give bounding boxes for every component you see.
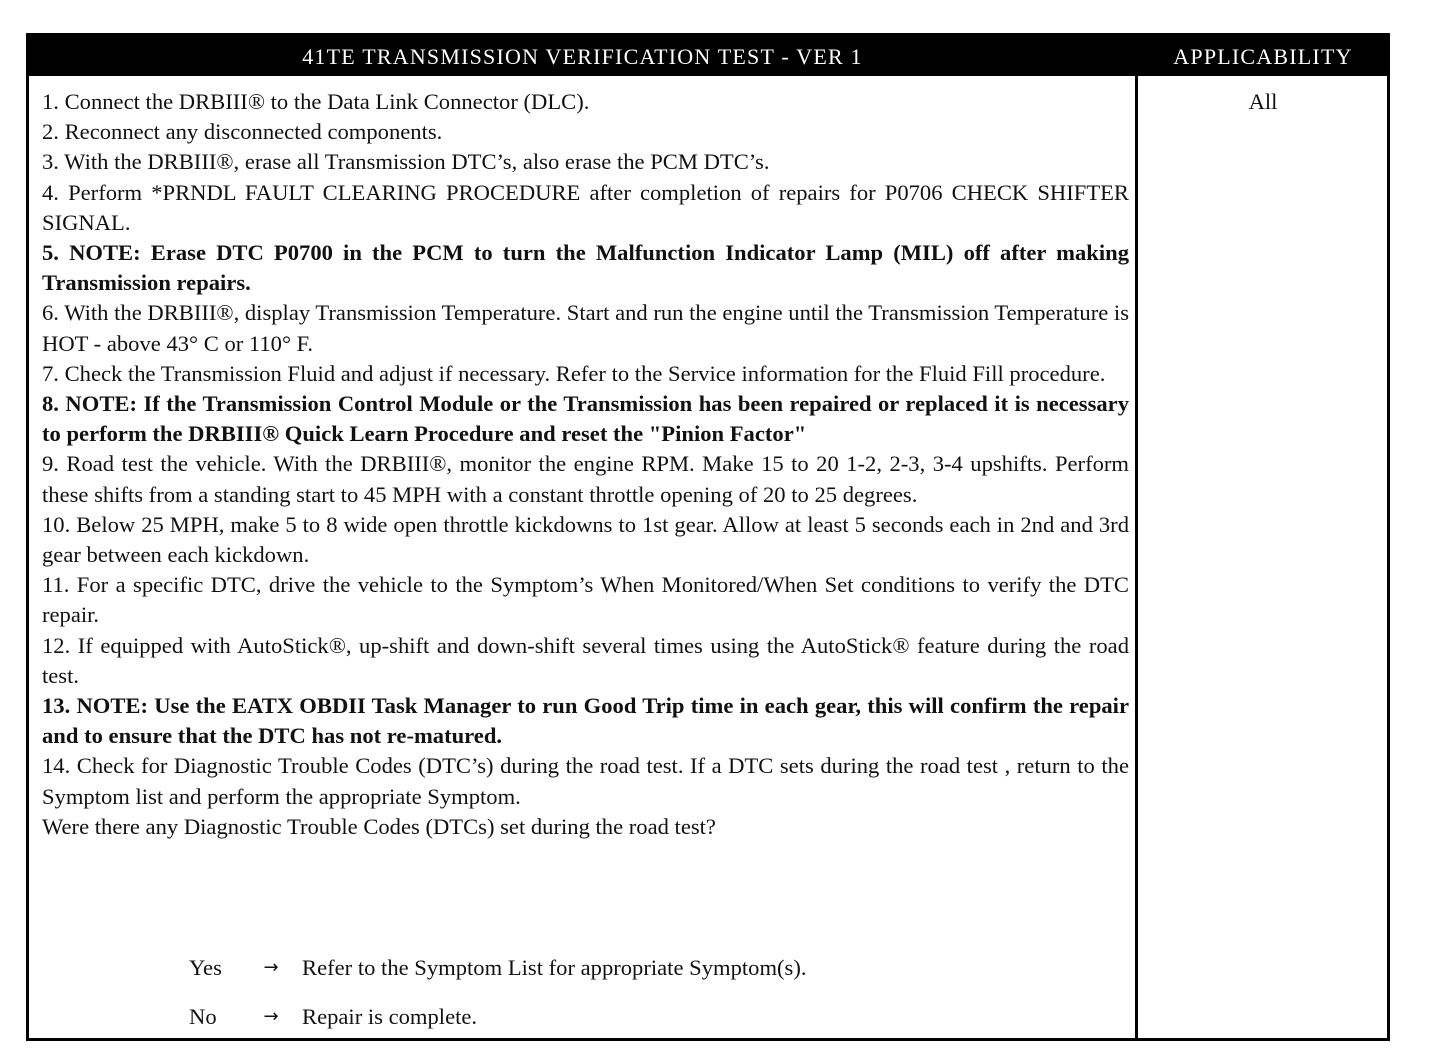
answer-label: No [189,1004,217,1029]
table-header [29,36,1387,76]
step-10: 10. Below 25 MPH, make 5 to 8 wide open throttle kickdowns to 1st gear. Allow at least 5 seconds each in 2nd and 3rd gear between each kickdown. [42,511,1129,568]
answer-text: Repair is complete. [302,1004,478,1029]
step-5-note: 5. NOTE: Erase DTC P0700 in the PCM to turn the Malfunction Indicator Lamp (MIL) off after making Transmission repairs. [42,240,1129,296]
arrow-right-icon: → [263,957,279,978]
step-11: 11. For a specific DTC, drive the vehicle to the Symptom’s When Monitored/When Set conditions to verify the DTC repair. [42,572,1129,628]
answer-no [189,997,1089,1046]
step-9: 9. Road test the vehicle. With the DRBIII®, monitor the engine RPM. Make 15 to 20 1-2, 2-3, 3-4 upshifts. Perform these shifts from a standing start to 45 MPH with a constant throttle opening of 20 to 25 degrees. [42,451,1129,507]
answer-text: Refer to the Symptom List for appropriate Symptom(s). [302,955,807,980]
answer-yes [189,948,1089,997]
test-title: 41TE TRANSMISSION VERIFICATION TEST - VER 1 [302,44,863,69]
verification-test-table [26,33,1390,1041]
step-6: 6. With the DRBIII®, display Transmission Temperature. Start and run the engine until the Transmission Temperature is HOT - above 43° C or 110° F. [42,300,1129,356]
step-13-note: 13. NOTE: Use the EATX OBDII Task Manager to run Good Trip time in each gear, this will confirm the repair and to ensure that the DTC has not re-matured. [42,693,1129,749]
arrow-right-icon: → [263,1006,279,1027]
step-12: 12. If equipped with AutoStick®, up-shift and down-shift several times using the AutoStick® feature during the road test. [42,632,1129,688]
step-1: 1. Connect the DRBIII® to the Data Link Connector (DLC). [42,89,590,114]
answer-options [189,948,1089,1046]
step-2: 2. Reconnect any disconnected components. [42,119,443,145]
step-14: 14. Check for Diagnostic Trouble Codes (DTC’s) during the road test. If a DTC sets during the road test , return to the Symptom list and perform the appropriate Symptom. [42,753,1129,809]
step-3: 3. With the DRBIII®, erase all Transmission DTC’s, also erase the PCM DTC’s. [42,149,770,175]
answer-label: Yes [189,955,222,980]
question: Were there any Diagnostic Trouble Codes (DTCs) set during the road test? [42,813,716,839]
step-4: 4. Perform *PRNDL FAULT CLEARING PROCEDURE after completion of repairs for P0706 CHECK SHIFTER SIGNAL. [42,179,1129,235]
procedure-steps [42,87,1129,842]
applicability-header: APPLICABILITY [1173,44,1353,69]
step-7: 7. Check the Transmission Fluid and adjust if necessary. Refer to the Service information for the Fluid Fill procedure. [42,360,1106,386]
applicability-value: All [1248,89,1278,114]
column-divider [1135,76,1138,1038]
step-8-note: 8. NOTE: If the Transmission Control Module or the Transmission has been repaired or replaced it is necessary to perform the DRBIII® Quick Learn Procedure and reset the "Pinion Factor" [42,391,1129,447]
